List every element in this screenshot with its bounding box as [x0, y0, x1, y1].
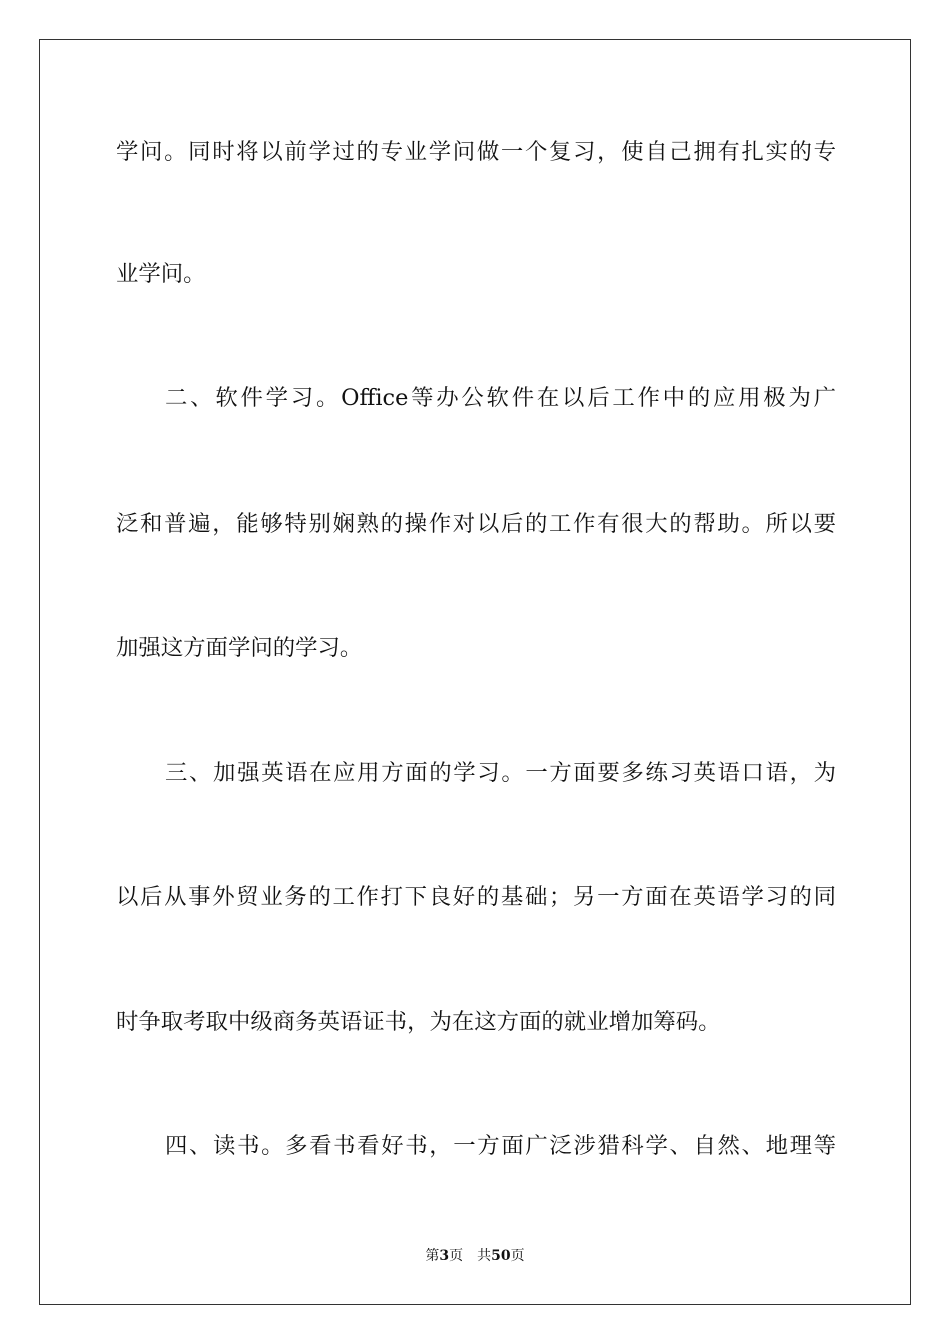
- paragraph-line-7: 以后从事外贸业务的工作打下良好的基础；另一方面在英语学习的同: [116, 884, 836, 910]
- paragraph-line-1: 学问。同时将以前学过的专业学问做一个复习，使自己拥有扎实的专: [116, 139, 836, 165]
- paragraph-line-2: 业学问。: [116, 261, 206, 287]
- total-prefix: 共: [477, 1248, 492, 1264]
- paragraph-line-5: 加强这方面学问的学习。: [116, 635, 363, 661]
- page-border: [39, 39, 911, 1305]
- total-suffix: 页: [510, 1248, 525, 1264]
- page-number: 3: [439, 1248, 450, 1264]
- total-pages: 50: [491, 1248, 511, 1264]
- paragraph-line-8: 时争取考取中级商务英语证书，为在这方面的就业增加筹码。: [116, 1009, 721, 1035]
- page-suffix: 页: [449, 1248, 464, 1264]
- page-footer: [0, 1247, 950, 1265]
- paragraph-line-9: 四、读书。多看书看好书，一方面广泛涉猎科学、自然、地理等: [165, 1133, 836, 1159]
- paragraph-line-6: 三、加强英语在应用方面的学习。一方面要多练习英语口语，为: [165, 760, 836, 786]
- paragraph-line-3: 二、软件学习。Office等办公软件在以后工作中的应用极为广: [165, 385, 836, 411]
- paragraph-line-4: 泛和普遍，能够特别娴熟的操作对以后的工作有很大的帮助。所以要: [116, 511, 836, 537]
- page-prefix: 第: [425, 1248, 440, 1264]
